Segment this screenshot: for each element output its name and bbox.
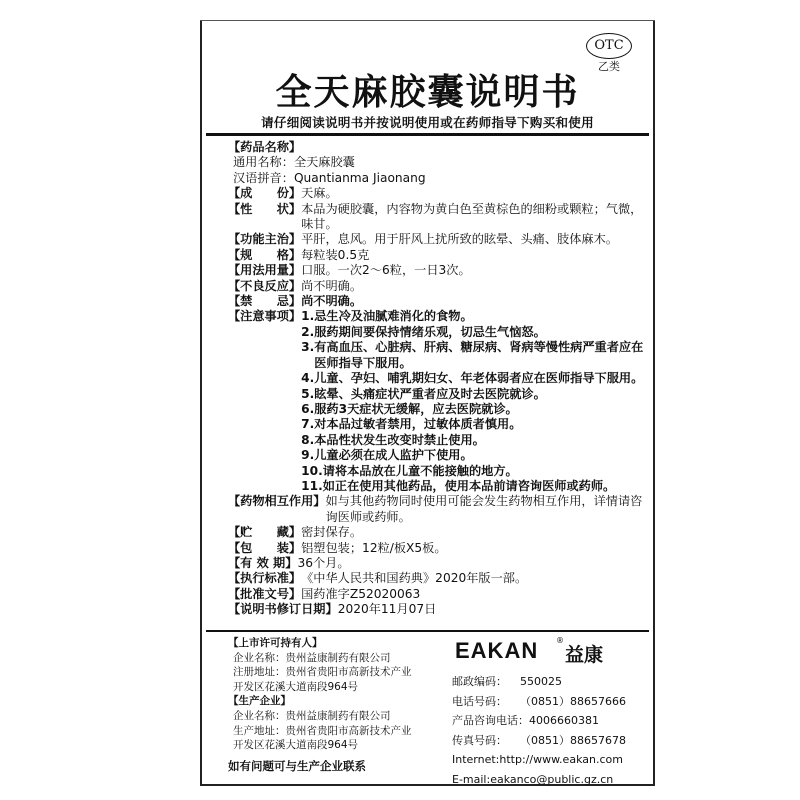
section-description [228, 202, 648, 233]
fax-label: 传真号码： [452, 733, 507, 747]
precaution-text: 服药3天症状无缓解，应去医院就诊。 [314, 401, 518, 416]
adverse-value: 尚不明确。 [301, 278, 363, 293]
brand-name-cn: 益康 [565, 644, 604, 666]
revision-label: 【说明书修订日期】 [228, 602, 338, 617]
pinyin-label: 汉语拼音： [233, 170, 294, 185]
postal-value: 550025 [520, 675, 562, 688]
section-standard [228, 571, 648, 586]
dosage-value: 口服。一次2～6粒，一日3次。 [301, 263, 471, 278]
precaution-number: 2. [301, 324, 315, 339]
company-info [228, 636, 448, 773]
fax-row [452, 731, 652, 751]
ingredients-label: 【成 份】 [228, 186, 302, 201]
precaution-text: 有高血压、心脏病、肝病、糖尿病、肾病等慢性病严重者应在医师指导下服用。 [314, 340, 644, 370]
pinyin-value: Quantianma Jiaonang [293, 170, 426, 185]
section-dosage [228, 263, 648, 278]
contact-note: 如有问题可与生产企业联系 [228, 758, 366, 773]
approval-label: 【批准文号】 [228, 586, 302, 601]
contraindications-label: 【禁 忌】 [228, 294, 302, 309]
precaution-number: 6. [301, 401, 315, 416]
consult-label: 产品咨询电话： [452, 714, 529, 727]
leaflet-body [228, 140, 648, 618]
storage-label: 【贮 藏】 [228, 525, 302, 540]
standard-value: 《中华人民共和国药典》2020年版一部。 [301, 571, 528, 586]
precaution-item [301, 340, 648, 371]
consult-row [452, 711, 652, 731]
description-label: 【性 状】 [228, 201, 302, 216]
dosage-label: 【用法用量】 [228, 263, 302, 278]
precaution-text: 请将本品放在儿童不能接触的地方。 [322, 463, 518, 478]
precautions-list [301, 309, 648, 494]
page-top-border [200, 20, 655, 21]
precaution-text: 儿童必须在成人监护下使用。 [314, 448, 473, 463]
package-label: 【包 装】 [228, 540, 302, 555]
interactions-label: 【药物相互作用】 [228, 494, 326, 509]
precaution-item [301, 309, 648, 324]
email-row: E-mail:eakanco@public.gz.cn [452, 772, 614, 786]
section-contraindications [228, 294, 648, 309]
precaution-text: 服药期间要保持情绪乐观，切忌生气恼怒。 [314, 324, 546, 339]
precaution-number: 10. [301, 463, 323, 478]
internet-row: Internet:http://www.eakan.com [452, 753, 623, 766]
section-storage [228, 525, 648, 540]
section-interactions [228, 494, 648, 525]
precaution-text: 儿童、孕妇、哺乳期妇女、年老体弱者应在医师指导下服用。 [314, 371, 644, 386]
registered-mark: ® [556, 636, 564, 645]
section-precautions [228, 309, 648, 494]
indications-value: 平肝，息风。用于肝风上扰所致的眩晕、头痛、肢体麻木。 [301, 232, 618, 247]
manufacturer-address-1: 生产地址：贵州省贵阳市高新技术产业 [233, 724, 412, 737]
precaution-number: 5. [301, 386, 315, 401]
fax-value: （0851）88657678 [520, 733, 626, 747]
contact-info [452, 672, 652, 789]
precaution-number: 11. [301, 478, 323, 493]
section-adverse [228, 279, 648, 294]
consult-value: 4006660381 [529, 714, 599, 727]
contraindications-value: 尚不明确。 [301, 294, 363, 309]
precaution-item [301, 402, 648, 417]
indications-label: 【功能主治】 [228, 232, 302, 247]
precaution-text: 忌生冷及油腻难消化的食物。 [314, 309, 473, 324]
brand-logo [455, 638, 635, 664]
postal-label: 邮政编码： [452, 675, 507, 688]
precaution-number: 8. [301, 432, 315, 447]
mah-header: 【上市许可持有人】 [228, 637, 323, 649]
precaution-number: 7. [301, 417, 315, 432]
precaution-item [301, 464, 648, 479]
precaution-item [301, 417, 648, 432]
header-divider [206, 133, 649, 136]
generic-name-value: 全天麻胶囊 [293, 155, 355, 170]
description-value: 本品为硬胶囊，内容物为黄白色至黄棕色的细粉或颗粒；气微，味甘。 [301, 201, 643, 232]
standard-label: 【执行标准】 [228, 571, 302, 586]
section-indications [228, 232, 648, 247]
precaution-text: 眩晕、头痛症状严重者应及时去医院就诊。 [314, 386, 546, 401]
precaution-number: 3. [301, 340, 315, 355]
manufacturer-address-2: 开发区花溪大道南段964号 [233, 739, 359, 752]
spec-label: 【规 格】 [228, 247, 302, 262]
otc-badge: OTC [586, 33, 632, 59]
otc-class-label: 乙类 [598, 60, 620, 73]
package-value: 铝塑包装；12粒/板X5板。 [301, 540, 447, 555]
postal-row [452, 672, 652, 692]
precaution-text: 本品性状发生改变时禁止使用。 [314, 432, 485, 447]
precaution-number: 1. [301, 309, 315, 324]
precaution-item [301, 371, 648, 386]
drug-name-label: 【药品名称】 [228, 140, 302, 154]
precaution-number: 9. [301, 448, 315, 463]
validity-value: 36个月。 [297, 555, 350, 570]
phone-value: （0851）88657666 [520, 694, 626, 708]
section-package [228, 541, 648, 556]
precaution-item [301, 433, 648, 448]
precaution-item [301, 448, 648, 463]
leaflet-subtitle: 请仔细阅读说明书并按说明使用或在药师指导下购买和使用 [261, 115, 594, 130]
storage-value: 密封保存。 [301, 525, 363, 540]
mah-address-2: 开发区花溪大道南段964号 [233, 680, 359, 693]
section-approval [228, 587, 648, 602]
interactions-value: 如与其他药物同时使用可能会发生药物相互作用，详情请咨询医师或药师。 [325, 494, 643, 524]
page-right-border [653, 20, 655, 785]
phone-label: 电话号码： [452, 694, 507, 708]
section-validity [228, 556, 648, 571]
generic-name-row [228, 155, 648, 170]
phone-row [452, 692, 652, 712]
adverse-label: 【不良反应】 [228, 278, 302, 293]
footer-divider [206, 630, 649, 632]
approval-value: 国药准字Z52020063 [301, 586, 421, 601]
precaution-item [301, 479, 648, 494]
section-ingredients [228, 186, 648, 201]
ingredients-value: 天麻。 [301, 186, 338, 201]
precaution-text: 如正在使用其他药品，使用本品前请咨询医师或药师。 [322, 478, 616, 493]
page-left-border [200, 20, 202, 785]
validity-label: 【有 效 期】 [228, 555, 298, 570]
manufacturer-header: 【生产企业】 [228, 695, 291, 708]
precaution-text: 对本品过敏者禁用，过敏体质者慎用。 [314, 417, 522, 432]
precautions-label: 【注意事项】 [228, 309, 302, 324]
precaution-item [301, 387, 648, 402]
section-revision [228, 602, 648, 617]
spec-value: 每粒装0.5克 [301, 247, 370, 262]
precaution-number: 4. [301, 371, 315, 386]
manufacturer-name: 企业名称：贵州益康制药有限公司 [233, 709, 391, 722]
revision-value: 2020年11月07日 [337, 602, 437, 617]
section-drug-name [228, 140, 648, 155]
mah-name: 企业名称：贵州益康制药有限公司 [233, 651, 391, 664]
precaution-item [301, 325, 648, 340]
section-spec [228, 248, 648, 263]
pinyin-row [228, 171, 648, 186]
mah-address-1: 注册地址：贵州省贵阳市高新技术产业 [233, 666, 412, 679]
leaflet-title: 全天麻胶囊说明书 [275, 72, 580, 113]
brand-name-en: EAKAN [455, 638, 539, 663]
generic-name-label: 通用名称： [233, 155, 294, 170]
